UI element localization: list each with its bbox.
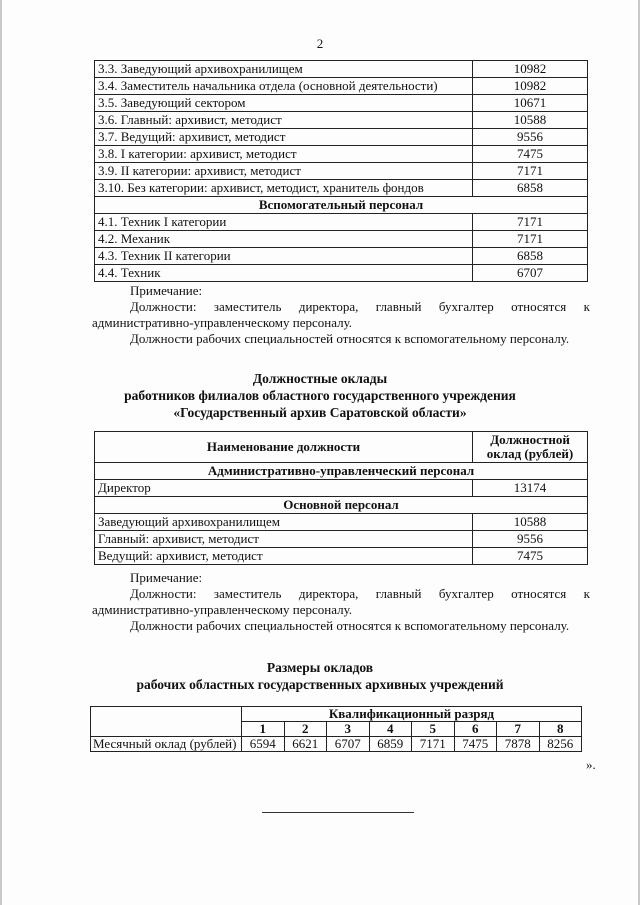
note-2 <box>92 570 590 634</box>
position-name: 3.6. Главный: архивист, методист <box>95 112 473 129</box>
position-name: 3.10. Без категории: архивист, методист, хранитель фондов <box>95 180 473 197</box>
title-line: Должностные оклады <box>252 371 388 386</box>
title-line: рабочих областных государственных архивных учреждений <box>136 677 504 692</box>
position-name: 3.3. Заведующий архивохранилищем <box>95 61 473 78</box>
table-section-row <box>95 463 588 480</box>
position-name: 3.8. I категории: архивист, методист <box>95 146 473 163</box>
position-name: 3.4. Заместитель начальника отдела (основной деятельности) <box>95 78 473 95</box>
position-name: Заведующий архивохранилищем <box>95 514 473 531</box>
note-paragraph: Должности: заместитель директора, главный бухгалтер относятся к административно-управленческому персоналу. <box>92 586 590 617</box>
salary-value: 9556 <box>473 531 588 548</box>
monthly-salary-value: 8256 <box>539 737 582 752</box>
table-section-row <box>95 197 588 214</box>
table-row <box>95 61 588 78</box>
title-line: работников филиалов областного государственного учреждения <box>124 388 516 403</box>
table-row <box>95 231 588 248</box>
note-heading: Примечание: <box>130 570 203 585</box>
table-row <box>95 180 588 197</box>
grade-header: 1 <box>242 722 285 737</box>
table-row <box>95 95 588 112</box>
page-edge-left <box>0 0 2 905</box>
table-section-row <box>95 497 588 514</box>
monthly-salary-value: 7475 <box>454 737 497 752</box>
table-row <box>95 129 588 146</box>
monthly-salary-value: 6594 <box>242 737 285 752</box>
salary-value: 13174 <box>473 480 588 497</box>
section-title-workers <box>0 659 640 693</box>
separator-line <box>262 812 414 813</box>
position-name: Ведущий: архивист, методист <box>95 548 473 565</box>
salary-value: 7171 <box>473 231 588 248</box>
page-number: 2 <box>316 36 324 51</box>
workers-salary-table <box>90 706 582 752</box>
branches-salary-table <box>94 431 588 565</box>
salary-value: 6858 <box>473 180 588 197</box>
monthly-salary-value: 7878 <box>497 737 540 752</box>
note-paragraph: Должности: заместитель директора, главный бухгалтер относятся к административно-управленческому персоналу. <box>92 299 590 330</box>
position-name: Директор <box>95 480 473 497</box>
grade-header: 3 <box>327 722 370 737</box>
table-row <box>95 146 588 163</box>
salary-value: 10588 <box>473 112 588 129</box>
note-paragraph: Должности рабочих специальностей относятся к вспомогательному персоналу. <box>130 331 570 346</box>
position-name: 4.3. Техник II категории <box>95 248 473 265</box>
table-row <box>95 265 588 282</box>
salary-value: 10671 <box>473 95 588 112</box>
grade-header: 2 <box>284 722 327 737</box>
position-name: 4.1. Техник I категории <box>95 214 473 231</box>
salary-value: 9556 <box>473 129 588 146</box>
table-row <box>95 514 588 531</box>
table-row <box>95 163 588 180</box>
column-header-salary: Должностной оклад (рублей) <box>473 432 588 463</box>
grade-header: 8 <box>539 722 582 737</box>
positions-salary-table-continued <box>94 60 588 282</box>
table-row <box>95 531 588 548</box>
salary-value: 7475 <box>473 548 588 565</box>
grade-header: 6 <box>454 722 497 737</box>
note-1 <box>92 283 590 347</box>
salary-value: 6858 <box>473 248 588 265</box>
monthly-salary-value: 7171 <box>412 737 455 752</box>
table-row <box>95 248 588 265</box>
monthly-salary-value: 6707 <box>327 737 370 752</box>
note-heading: Примечание: <box>130 283 203 298</box>
table-row <box>95 214 588 231</box>
position-name: 3.9. II категории: архивист, методист <box>95 163 473 180</box>
title-line: Размеры окладов <box>266 660 374 675</box>
grade-group-header: Квалификационный разряд <box>242 707 582 722</box>
note-paragraph: Должности рабочих специальностей относятся к вспомогательному персоналу. <box>130 618 570 633</box>
position-name: Главный: архивист, методист <box>95 531 473 548</box>
row-label: Месячный оклад (рублей) <box>91 737 242 752</box>
table-row <box>95 548 588 565</box>
salary-value: 6707 <box>473 265 588 282</box>
salary-value: 10588 <box>473 514 588 531</box>
section-label: Вспомогательный персонал <box>95 197 588 214</box>
section-label: Административно-управленческий персонал <box>95 463 588 480</box>
column-header-position: Наименование должности <box>95 432 473 463</box>
title-line: «Государственный архив Саратовской области» <box>173 405 467 420</box>
salary-value: 10982 <box>473 78 588 95</box>
position-name: 3.7. Ведущий: архивист, методист <box>95 129 473 146</box>
grade-header: 7 <box>497 722 540 737</box>
grade-header: 5 <box>412 722 455 737</box>
salary-value: 7475 <box>473 146 588 163</box>
monthly-salary-value: 6621 <box>284 737 327 752</box>
position-name: 4.4. Техник <box>95 265 473 282</box>
table-row <box>95 78 588 95</box>
section-title-branches <box>0 370 640 421</box>
table-row <box>95 112 588 129</box>
position-name: 3.5. Заведующий сектором <box>95 95 473 112</box>
empty-corner-cell <box>91 707 242 737</box>
position-name: 4.2. Механик <box>95 231 473 248</box>
table-row <box>95 480 588 497</box>
salary-value: 10982 <box>473 61 588 78</box>
closing-quote-mark: ». <box>586 757 596 772</box>
salary-value: 7171 <box>473 163 588 180</box>
monthly-salary-value: 6859 <box>369 737 412 752</box>
salary-value: 7171 <box>473 214 588 231</box>
grade-header: 4 <box>369 722 412 737</box>
section-label: Основной персонал <box>95 497 588 514</box>
